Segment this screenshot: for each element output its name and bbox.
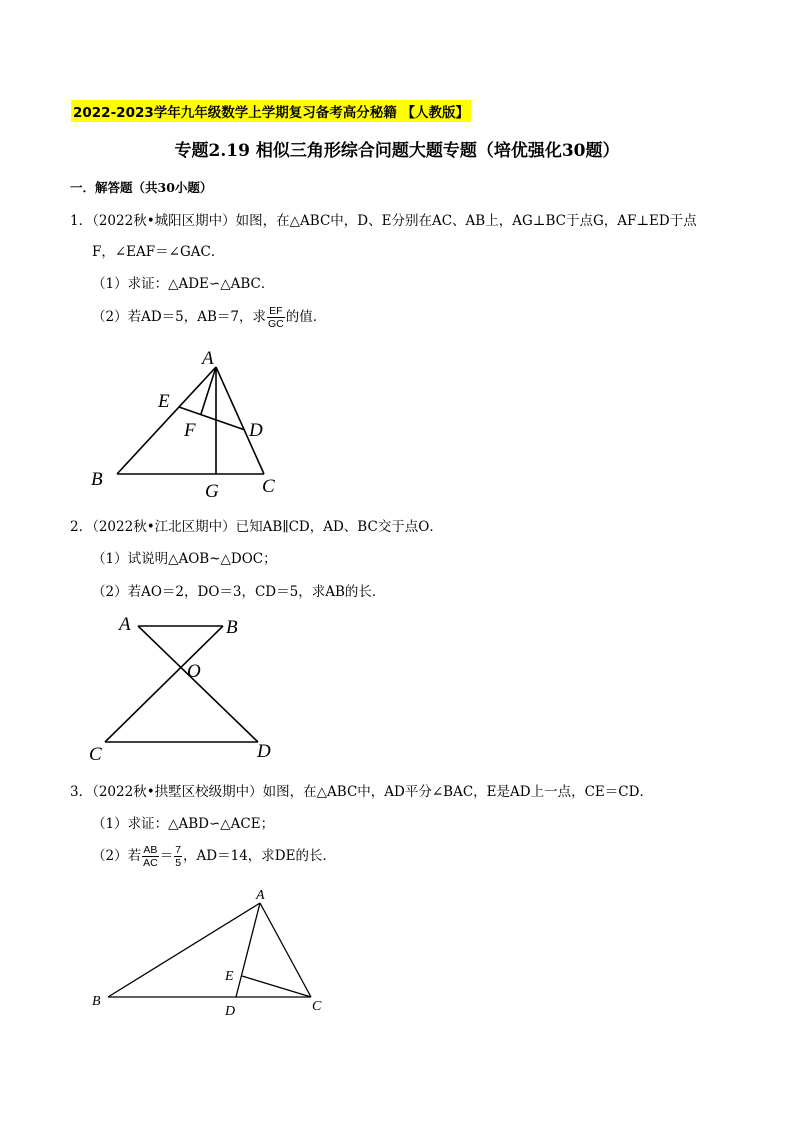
q3-label-C: C bbox=[312, 999, 322, 1014]
q3-label-B: B bbox=[92, 994, 101, 1009]
section-heading: 一．解答题（共30小题） bbox=[70, 180, 213, 195]
q1-label-A: A bbox=[202, 348, 214, 369]
q2-segment-BC bbox=[105, 626, 223, 742]
q2-part1: （1）试说明△AOB~△DOC； bbox=[92, 551, 277, 567]
q1-part2-text: （2）若AD＝5，AB＝7，求 bbox=[92, 309, 267, 325]
q3-part1: （1）求证：△ABD∽△ACE； bbox=[92, 816, 275, 832]
q3-segment-AC bbox=[260, 903, 311, 997]
q3-fraction-den: AC bbox=[143, 857, 158, 869]
q2-label-A: A bbox=[119, 614, 131, 635]
q3-label-E: E bbox=[225, 969, 234, 984]
q3-fraction-7-5 bbox=[174, 844, 182, 869]
q3-segment-AB bbox=[108, 903, 260, 997]
q2-line1: 2．（2022秋•江北区期中）已知AB∥CD，AD、BC交于点O． bbox=[70, 519, 443, 535]
q3-figure bbox=[108, 903, 311, 997]
q1-label-G: G bbox=[205, 481, 219, 502]
q1-line2: F，∠EAF＝∠GAC． bbox=[92, 244, 225, 260]
q3-fraction2-den: 5 bbox=[175, 857, 182, 869]
q1-label-C: C bbox=[262, 476, 275, 497]
q3-equals: ＝ bbox=[159, 848, 174, 864]
q3-fraction-num: AB bbox=[143, 844, 158, 856]
q1-label-B: B bbox=[91, 469, 103, 490]
header-banner: 2022-2023学年九年级数学上学期复习备考高分秘籍 【人教版】 bbox=[71, 100, 471, 122]
q3-part2-text: （2）若 bbox=[92, 848, 142, 864]
q3-label-D: D bbox=[225, 1004, 236, 1019]
q2-label-D: D bbox=[257, 741, 271, 762]
q1-part2-end: 的值． bbox=[285, 309, 327, 325]
q3-line1: 3．（2022秋•拱墅区校级期中）如图，在△ABC中，AD平分∠BAC，E是AD上一点，CE＝CD． bbox=[70, 784, 653, 800]
q1-labels bbox=[91, 348, 275, 502]
q1-part1: （1）求证：△ADE∽△ABC． bbox=[92, 276, 275, 292]
q3-fraction2-num: 7 bbox=[175, 844, 182, 856]
q1-label-E: E bbox=[158, 391, 170, 412]
q3-part2 bbox=[92, 844, 336, 869]
q1-label-F: F bbox=[184, 420, 196, 441]
q3-fraction-ab-ac bbox=[142, 844, 159, 869]
q1-line1: 1．（2022秋•城阳区期中）如图，在△ABC中，D、E分别在AC、AB上，AG⊥BC于点G，AF⊥ED于点 bbox=[70, 213, 697, 229]
q1-fraction-den: GC bbox=[268, 318, 284, 330]
q3-segment-AD bbox=[236, 903, 260, 997]
q1-fraction-num: EF bbox=[267, 305, 285, 318]
q1-segment-AB bbox=[117, 367, 216, 474]
q2-part2: （2）若AO＝2，DO＝3，CD＝5，求AB的长． bbox=[92, 584, 386, 600]
page-title: 专题2.19 相似三角形综合问题大题专题（培优强化30题） bbox=[174, 141, 620, 161]
q2-figure bbox=[105, 626, 258, 742]
q2-segment-AD bbox=[138, 626, 258, 742]
q3-label-A: A bbox=[256, 888, 265, 903]
q2-label-O: O bbox=[187, 661, 201, 682]
q2-label-C: C bbox=[89, 744, 102, 765]
q2-label-B: B bbox=[226, 617, 238, 638]
q1-label-D: D bbox=[249, 420, 263, 441]
q3-part2-end: ，AD＝14，求DE的长． bbox=[183, 848, 336, 864]
